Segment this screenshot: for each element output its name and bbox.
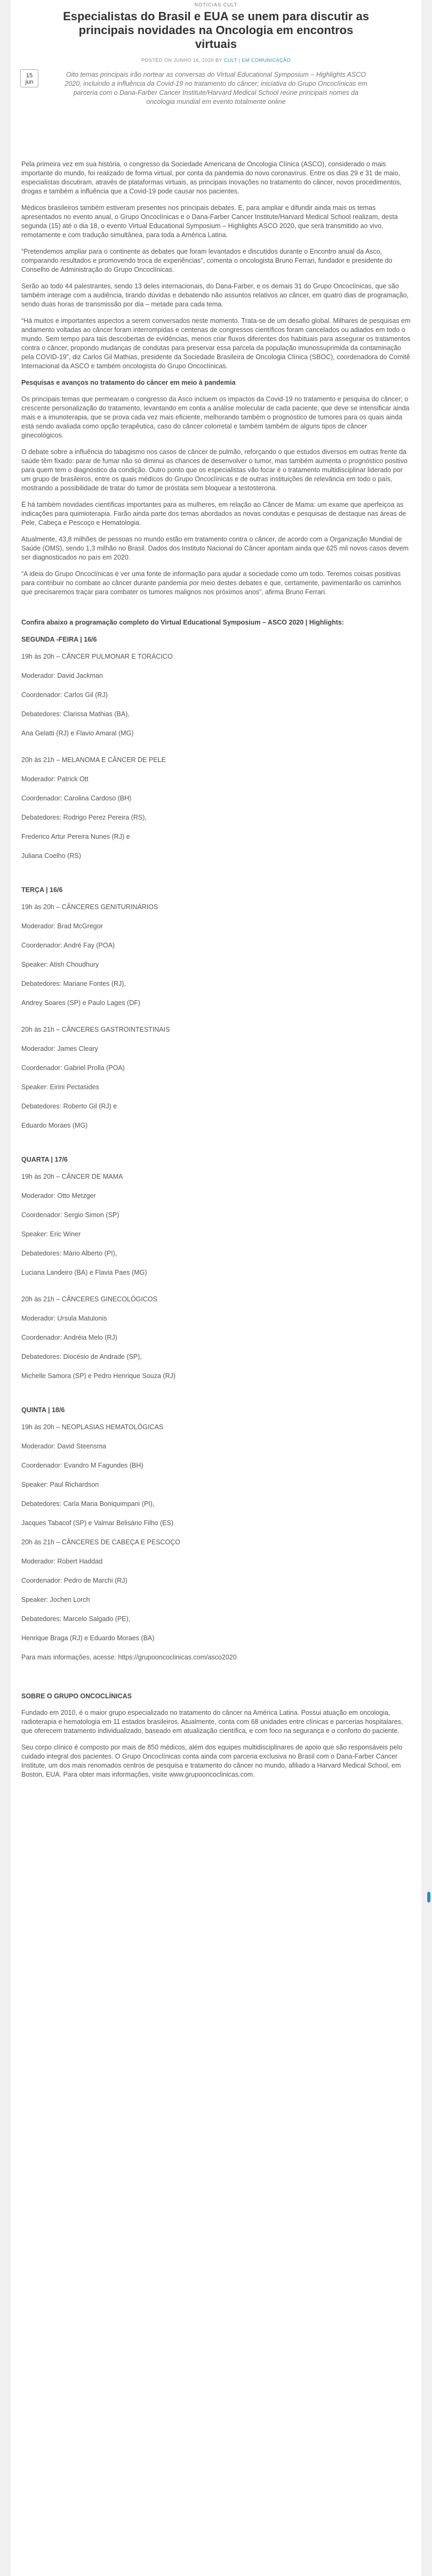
schedule-line: 19h às 20h – CÂNCER PULMONAR E TORÁCICO (21, 653, 173, 660)
schedule-line: 20h às 21h – CÂNCERES DE CABEÇA E PESCOÇO (21, 1538, 181, 1546)
schedule-line: Speaker: Eric Winer (21, 1230, 81, 1238)
about-paragraph: Seu corpo clínico é composto por mais de 850 médicos, além dos equipes multidisciplinares de apoio que são responsáveis pelo cuidado integral dos pacientes. O Grupo Oncoclínicas conta ainda com parceria exclusiva no Brasil com o Dana-Farber Cancer Institute, um dos mais renomados centros de pesquisa e tratamento do câncer no mundo, afiliado a Harvard Medical School, em Boston, EUA. Para obter mais informações, visite www.grupooncoclinicas.com. (21, 1744, 403, 1778)
scrollbar-thumb[interactable] (427, 1892, 430, 1902)
schedule-line: Debatedores: Mário Alberto (PI), (21, 1250, 117, 1257)
date-badge (20, 69, 38, 87)
schedule-line: Frederico Artur Pereira Nunes (RJ) e (21, 833, 130, 840)
article-title: Especialistas do Brasil e EUA se unem para discutir as principais novidades na Oncologia em encontros virtuais (63, 10, 369, 51)
section-subtitle: Pesquisas e avanços no tratamento do câncer em meio à pandemia (21, 379, 236, 386)
schedule-line: 20h às 21h – MELANOMA E CÂNCER DE PELE (21, 756, 166, 764)
meta-prefix: POSTED ON JUNHO 16, 2020 BY (141, 58, 222, 63)
schedule-line: Debatedores: Carla Maria Boniquimpani (PI), (21, 1500, 155, 1508)
schedule-line: Debatedores: Mariane Fontes (RJ), (21, 980, 126, 987)
schedule-line: Moderador: Brad McGregor (21, 922, 103, 930)
schedule-line: Speaker: Eirini Pectasides (21, 1083, 99, 1091)
article-lead: Oito temas principais irão nortear as conversas do Virtual Educational Symposium – Highlights ASCO 2020, incluindo a influência da Covid-19 no tratamento do câncer; iniciativa do Grupo Oncoclínicas em parceria com o Dana-Farber Cancer Institute/Harvard Medical School reúne principais nomes da oncologia mundial em evento totalmente online (65, 71, 367, 106)
meta-category-link[interactable]: EM COMUNICAÇÃO (242, 58, 291, 63)
schedule-line: Eduardo Moraes (MG) (21, 1122, 88, 1129)
schedule-line: Speaker: Jochen Lorch (21, 1596, 90, 1603)
schedule-line: Speaker: Atish Choudhury (21, 961, 99, 968)
body-paragraph: Atualmente, 43,8 milhões de pessoas no mundo estão em tratamento contra o câncer, de acordo com a Organização Mundial de Saúde (OMS), sendo 1,3 milhão no Brasil. Dados dos Instituto Nacional do Câncer apontam ainda que 625 mil novos casos devem ser diagnosticados no país em 2020. (21, 536, 409, 561)
schedule-line: Coordenador: Sergio Simon (SP) (21, 1211, 119, 1219)
schedule-line: Coordenador: Pedro de Marchi (RJ) (21, 1577, 127, 1584)
schedule-line[interactable]: Para mais informações, acesse: https://grupooncoclinicas.com/asco2020 (21, 1654, 237, 1661)
category-label[interactable]: NOTÍCIAS CULT (194, 2, 238, 7)
body-paragraph: Médicos brasileiros também estiveram presentes nos principais debates. E, para ampliar e difundir ainda mais os temas apresentados no evento anual, o Grupo Oncoclínicas e o Dana-Farber Cancer Institute/Harvard Medical School realizam, desta segunda (15) até o dia 18, o evento Virtual Educational Symposium – Highlights ASCO 2020, que será transmitido ao vivo, remotamente e com tradução simultânea, para toda a América Latina. (21, 204, 398, 239)
schedule-line: Andrey Soares (SP) e Paulo Lages (DF) (21, 999, 141, 1007)
schedule-line: Moderador: David Steensma (21, 1443, 107, 1450)
schedule-line: Debatedores: Clarissa Mathias (BA), (21, 710, 130, 718)
schedule (21, 618, 411, 1687)
schedule-line: Debatedores: Diocésio de Andrade (SP), (21, 1353, 142, 1360)
schedule-line: Moderador: David Jackman (21, 672, 103, 679)
schedule-day: TERÇA | 16/6 (21, 886, 63, 894)
date-day: 15 (26, 72, 33, 79)
schedule-day: QUARTA | 17/6 (21, 1156, 68, 1163)
body-paragraph: Pela primeira vez em sua história, o congresso da Sociedade Americana de Oncologia Clínica (ASCO), considerado o mais importante do mundo, foi realizado de forma virtual, por conta da pandemia do novo coronavírus. Entre os dias 29 e 31 de maio, especialistas discutiram, através de plataformas virtuais, as principais inovações no tratamento do câncer, novos procedimentos, drogas e também a influência que a Covid-19 pode causar nos pacientes. (21, 160, 402, 195)
schedule-intro: Confira abaixo a programação completo do Virtual Educational Symposium – ASCO 2020 | Highlights: (21, 619, 345, 626)
body-paragraph: “A ideia do Grupo Oncoclínicas é ver uma fonte de informação para ajudar a sociedade como um todo. Teremos coisas positivas para contribuir no combate ao câncer durante pandemia por meio destes debates e que, certamente, pavimentarão os caminhos que precisaremos traçar para combater os tumores malignos nos próximos anos”, afirma Bruno Ferrari. (21, 570, 402, 596)
schedule-line: 20h às 21h – CÂNCERES GINECOLÓGICOS (21, 1295, 157, 1303)
body-paragraph: “Há muitos e importantes aspectos a serem conversados neste momento. Trata-se de um desafio global. Milhares de pesquisas em andamento voltadas ao câncer foram interrompidas e centenas de congressos científicos foram cancelados ou adiados em todo o mundo. Sem tempo para tais descobertas de evidências, menos criar fluxos diferentes dos habituais para assegurar os tratamentos contra o câncer, propondo mudanças de condutas para preservar essa parcela da população imunossuprimida da contaminação pela COVID-19”, diz Carlos Gil Mathias, presidente da Sociedade Brasileira de Oncologia Clínica (SBOC), coordenadora do Comitê Internacional da ASCO e também oncologista do Grupo Oncoclínicas. (21, 317, 411, 370)
schedule-line: Moderador: Robert Haddad (21, 1558, 103, 1565)
schedule-line: 19h às 20h – CÂNCERES GENITURINÁRIOS (21, 903, 158, 911)
schedule-line: Moderador: Ursula Matulonis (21, 1315, 107, 1322)
schedule-line: Debatedores: Roberto Gil (RJ) e (21, 1103, 117, 1110)
schedule-day: QUINTA | 18/6 (21, 1406, 65, 1414)
meta-separator: | (238, 58, 241, 63)
about-section (21, 1692, 411, 1779)
schedule-line: 19h às 20h – CÂNCER DE MAMA (21, 1173, 123, 1180)
schedule-line: Debatedores: Rodrigo Perez Pereira (RS), (21, 814, 147, 821)
body-paragraph: O debate sobre a influência do tabagismo nos casos de câncer de pulmão, reforçando o que estudos diversos em outras frente da saúde têm fixado: parar de fumar não só diminui as chances de desenvolver o tumor, mas também aumenta o prognóstico positivo para quem tem o diagnóstico da condição. Outro ponto que os especialistas vão focar é o tratamento multidisciplinar liderado por um grupo de brasileiros, entre os quais médicos do Grupo Oncoclínicas e de outras instituições de relevância em todo o país, mostrando a possibilidade de tratar do tumor de próstata sem bloquear a testosterona. (21, 448, 407, 492)
schedule-line: Coordenador: Evandro M Fagundes (BH) (21, 1462, 143, 1469)
about-title: SOBRE O GRUPO ONCOCLÍNICAS (21, 1692, 132, 1700)
schedule-line: Juliana Coelho (RS) (21, 852, 81, 860)
article-body (21, 160, 411, 1787)
schedule-line: Coordenador: André Fay (POA) (21, 942, 115, 949)
body-paragraph: Serão ao todo 44 palestrantes, sendo 13 deles internacionais, do Dana-Farber, e os demais 31 do Grupo Oncoclínicas, que são também interage com a audiência, tirando dúvidas e debatendo não assuntos relativos ao câncer, em quatro dias de programação, sendo duas horas de transmissão por dia – metade para cada tema. (21, 282, 409, 308)
schedule-line: 19h às 20h – NEOPLASIAS HEMATOLÓGICAS (21, 1423, 164, 1431)
schedule-line: Ana Gelatti (RJ) e Flavio Amaral (MG) (21, 730, 134, 737)
schedule-line: Jacques Tabacof (SP) e Valmar Belisário Filho (ES) (21, 1519, 174, 1527)
schedule-day: SEGUNDA -FEIRA | 16/6 (21, 636, 97, 643)
post-meta (11, 58, 421, 63)
schedule-line: Coordenador: Carolina Cardoso (BH) (21, 795, 132, 802)
schedule-line: Michelle Samora (SP) e Pedro Henrique Souza (RJ) (21, 1372, 176, 1380)
schedule-line: Coordenador: Gabriel Prolla (POA) (21, 1064, 125, 1072)
schedule-line: Moderador: James Cleary (21, 1045, 98, 1052)
schedule-line: Henrique Braga (RJ) e Eduardo Moraes (BA) (21, 1634, 155, 1642)
body-paragraph: É há também novidades científicas importantes para as mulheres, em relação ao Câncer de Mama: um exame que aperfeiçoa as indicações para quimioterapia. Farão ainda parte dos temas abordados as novas condutas e pesquisas de destaque nas áreas de Pele, Cabeça e Pescoço e Hematologia. (21, 501, 406, 526)
meta-author-link[interactable]: CULT (223, 58, 237, 63)
schedule-line: Luciana Landeiro (BA) e Flavia Paes (MG) (21, 1269, 147, 1276)
schedule-line: Moderador: Patrick Ott (21, 775, 89, 783)
schedule-line: 20h às 21h – CÂNCERES GASTROINTESTINAIS (21, 1026, 170, 1033)
body-paragraph: “Pretendemos ampliar para o continente as debates que foram levantados e discutidos durante o Encontro anual da Asco, comparando resultados e promovendo troca de experiências”, comenta o oncologista Bruno Ferrari, fundador e presidente do Conselho de Administração do Grupo Oncoclínicas. (21, 248, 393, 273)
body-paragraph: Os principais temas que permearam o congresso da Asco incluem os impactos da Covid-19 no tratamento e pesquisa do câncer; o crescente personalização do tratamento, levantando em conta a análise molecular de cada paciente, que deve se intensificar ainda mais e a imunoterapia, que se prova cada vez mais eficiente, melhorando também o prognóstico de tumores para os quais ainda está sendo avaliada como opção terapêutica, caso do câncer colorretal e também também de alguns tipos de câncer ginecológicos. (21, 395, 410, 439)
schedule-line: Debatedores: Marcelo Salgado (PE), (21, 1615, 131, 1623)
schedule-line: Coordenador: Andréia Melo (RJ) (21, 1334, 117, 1341)
date-month: jun (25, 79, 34, 85)
schedule-line: Coordenador: Carlos Gil (RJ) (21, 691, 108, 699)
schedule-line: Moderador: Otto Metzger (21, 1192, 96, 1200)
about-paragraph: Fundado em 2010, é o maior grupo especializado no tratamento do câncer na América Latina. Possui atuação em oncologia, radioterapia e hematologia em 11 estados brasileiros. Atualmente, conta com 68 unidades entre clínicas e parcerias hospitalares, que oferecem tratamento individualizado, baseado em atualização científica, e com foco na segurança e o conforto do paciente. (21, 1709, 403, 1735)
schedule-line: Speaker: Paul Richardson (21, 1481, 99, 1488)
